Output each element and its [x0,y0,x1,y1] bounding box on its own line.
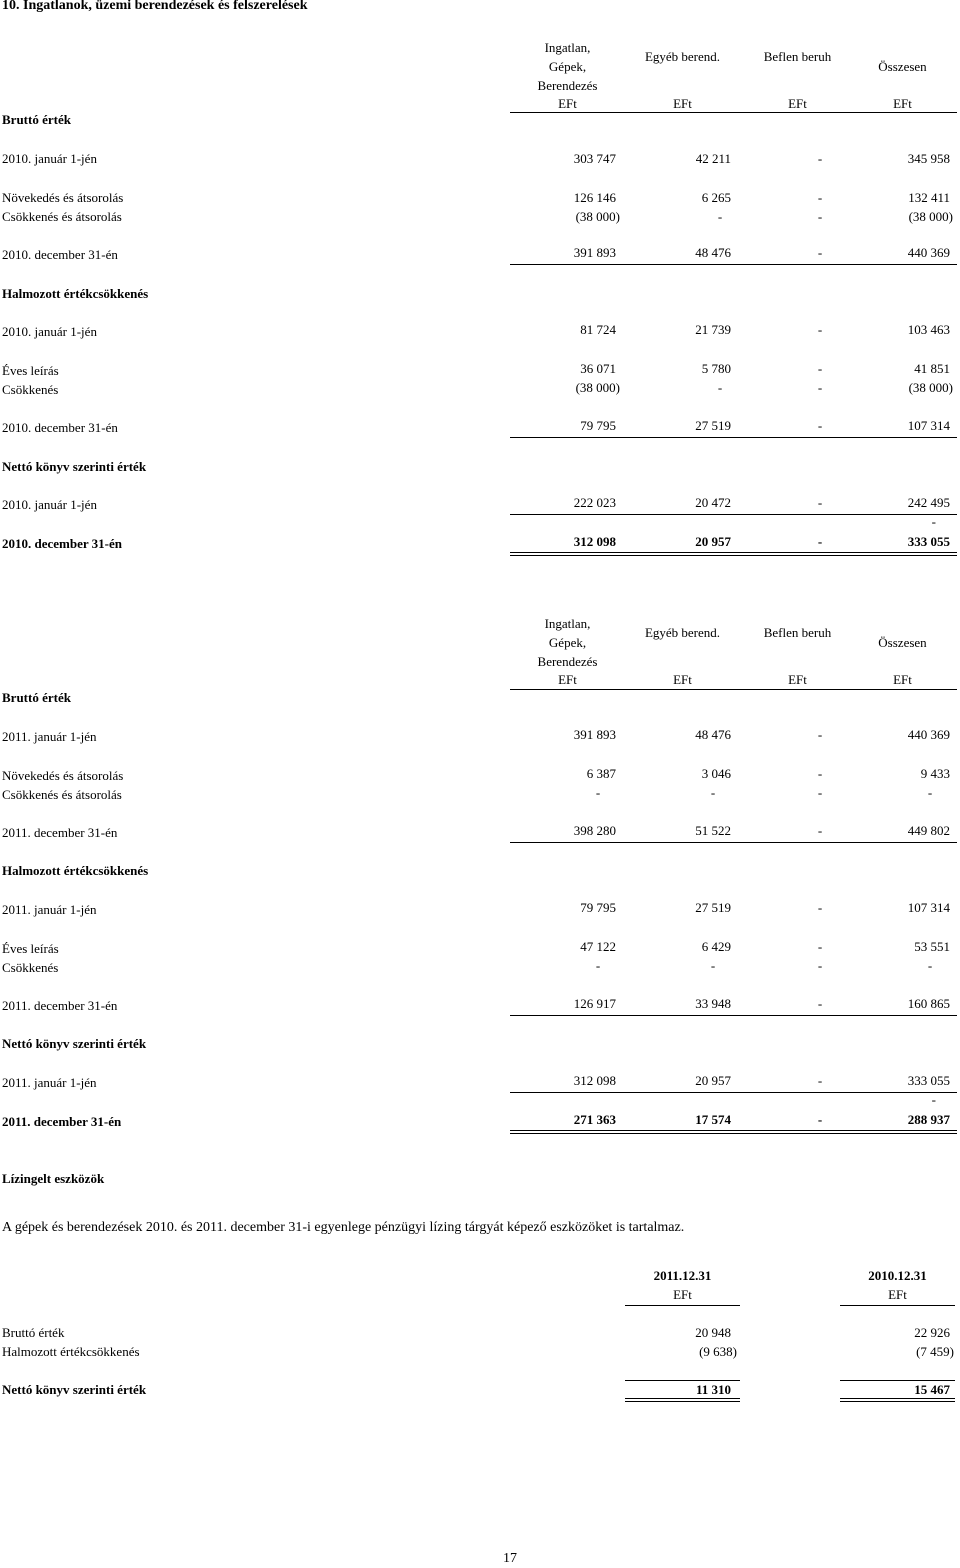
cell: 132 411 [908,190,950,205]
page-number: 17 [503,1551,517,1566]
cell: 391 893 [573,727,616,742]
cell: 6 387 [586,766,616,781]
header-underline [840,1305,955,1306]
cell: 345 958 [907,151,950,166]
cell: - [817,495,823,510]
double-underline [625,1401,740,1402]
row-label: 2011. január 1-jén [2,1075,97,1090]
cell: 440 369 [907,245,950,260]
cell: 333 055 [907,534,950,549]
cell: 303 747 [573,151,616,166]
cell: 271 363 [573,1112,616,1127]
row-label: 2011. december 31-én [2,825,118,840]
double-underline [510,552,957,553]
row-label: Éves leírás [2,941,59,956]
row-label: 2010. december 31-én [2,420,118,435]
unit-label: EFt [558,672,577,687]
row-label: Csökkenés [2,960,59,975]
unit-label: EFt [673,1287,692,1302]
lizing-col-header: 2010.12.31 [868,1268,927,1283]
unit-label: EFt [558,96,577,111]
cell: 21 739 [695,322,731,337]
cell: 48 476 [695,727,731,742]
col-header-beflen: Beflen beruh [763,625,832,640]
total-underline [510,514,957,515]
cell: 312 098 [573,534,616,549]
cell: 48 476 [695,245,731,260]
cell: - [710,785,716,800]
section-label: Nettó könyv szerinti érték [2,1036,147,1051]
cell: 6 429 [701,939,731,954]
header-underline [625,1305,740,1306]
total-underline [510,437,957,438]
cell: 126 146 [573,190,616,205]
cell: 103 463 [907,322,950,337]
cell: - [817,534,823,549]
cell: - [817,1112,823,1127]
section-title: 10. Ingatlanok, üzemi berendezések és felszerelések [2,0,308,13]
section-label: Nettó könyv szerinti érték [2,459,147,474]
cell: - [817,939,823,954]
cell: 6 265 [701,190,731,205]
header-underline [510,689,957,690]
col-header-osszesen: Összesen [878,635,927,650]
total-underline [625,1380,740,1381]
cell: 20 957 [695,534,731,549]
double-underline [510,555,957,556]
unit-label: EFt [893,672,912,687]
cell: - [817,151,823,166]
cell: 79 795 [580,900,616,915]
col-header-line: Gépek, [548,635,587,650]
total-underline [510,1015,957,1016]
row-label: Növekedés és átsorolás [2,768,124,783]
col-header-osszesen: Összesen [878,59,927,74]
unit-label: EFt [788,96,807,111]
cell: (38 000) [908,209,953,224]
total-underline [510,842,957,843]
cell: 81 724 [580,322,616,337]
cell: - [817,245,823,260]
unit-label: EFt [673,672,692,687]
col-header-egyeb: Egyéb berend. [644,49,721,64]
cell: 288 937 [907,1112,950,1127]
row-label: 2010. január 1-jén [2,497,97,512]
cell: 53 551 [914,939,950,954]
cell: - [817,209,823,224]
unit-label: EFt [673,96,692,111]
cell: 107 314 [907,418,950,433]
row-label: Bruttó érték [2,1325,65,1340]
col-header-line: Ingatlan, [544,40,591,55]
cell: 47 122 [580,939,616,954]
cell: 126 917 [573,996,616,1011]
cell: - [817,361,823,376]
cell: 5 780 [701,361,731,376]
header-underline [510,112,957,113]
row-label: Éves leírás [2,363,59,378]
cell: 391 893 [573,245,616,260]
row-label: Csökkenés [2,382,59,397]
row-label: 2010. január 1-jén [2,324,97,339]
cell: 79 795 [580,418,616,433]
col-header-beflen: Beflen beruh [763,49,832,64]
lizing-title: Lízingelt eszközök [2,1171,105,1186]
section-label: Bruttó érték [2,112,71,127]
cell: - [817,1073,823,1088]
cell: 27 519 [695,418,731,433]
cell: - [817,190,823,205]
cell: 20 948 [695,1325,731,1340]
cell: - [817,996,823,1011]
lizing-text: A gépek és berendezések 2010. és 2011. december 31-i egyenlege pénzügyi lízing tárgyát képező eszközöket is tartalmaz. [2,1220,685,1235]
cell: 222 023 [573,495,616,510]
cell: 22 926 [914,1325,950,1340]
cell: - [927,785,933,800]
cell: - [817,785,823,800]
row-label: 2011. december 31-én [2,1114,122,1129]
cell-extra-dash: - [931,1092,936,1107]
cell: 312 098 [573,1073,616,1088]
cell: - [595,958,601,973]
cell: - [817,958,823,973]
total-underline [510,1092,957,1093]
cell: 15 467 [914,1382,950,1397]
cell: 107 314 [907,900,950,915]
cell: 242 495 [907,495,950,510]
total-underline [840,1380,955,1381]
cell: - [710,958,716,973]
col-header-ingatlan [510,38,625,95]
col-header-ingatlan [510,614,625,671]
cell: 27 519 [695,900,731,915]
cell: - [817,766,823,781]
section-label: Halmozott értékcsökkenés [2,863,149,878]
cell: (38 000) [908,380,953,395]
col-header-line: Gépek, [548,59,587,74]
cell: 3 046 [701,766,731,781]
cell: - [595,785,601,800]
cell: (7 459) [916,1344,954,1359]
cell: - [817,900,823,915]
unit-label: EFt [893,96,912,111]
cell: 20 472 [695,495,731,510]
unit-label: EFt [788,672,807,687]
row-label: Növekedés és átsorolás [2,190,124,205]
row-label: 2011. január 1-jén [2,729,97,744]
double-underline [510,1130,957,1131]
cell: - [817,418,823,433]
double-underline [510,1133,957,1134]
col-header-egyeb: Egyéb berend. [644,625,721,640]
section-label: Halmozott értékcsökkenés [2,286,149,301]
cell: 33 948 [695,996,731,1011]
cell-extra-dash: - [931,514,936,529]
row-label: Nettó könyv szerinti érték [2,1382,147,1397]
cell: (9 638) [699,1344,737,1359]
row-label: 2011. január 1-jén [2,902,97,917]
section-label: Bruttó érték [2,690,71,705]
cell: 333 055 [907,1073,950,1088]
cell: 9 433 [920,766,950,781]
row-label: Halmozott értékcsökkenés [2,1344,140,1359]
cell: 160 865 [907,996,950,1011]
total-underline [510,264,957,265]
unit-label: EFt [888,1287,907,1302]
cell: - [927,958,933,973]
row-label: 2010. január 1-jén [2,151,97,166]
row-label: Csökkenés és átsorolás [2,787,122,802]
col-header-line: Berendezés [537,78,598,93]
cell: (38 000) [575,380,620,395]
col-header-line: Berendezés [537,654,598,669]
cell: 41 851 [914,361,950,376]
row-label: Csökkenés és átsorolás [2,209,122,224]
cell: 11 310 [695,1382,731,1397]
double-underline [840,1401,955,1402]
cell: 42 211 [695,151,731,166]
row-label: 2010. december 31-én [2,247,118,262]
cell: - [717,380,723,395]
cell: 440 369 [907,727,950,742]
double-underline [840,1398,955,1399]
cell: 36 071 [580,361,616,376]
cell: (38 000) [575,209,620,224]
cell: - [817,727,823,742]
cell: - [817,380,823,395]
lizing-col-header: 2011.12.31 [653,1268,712,1283]
double-underline [625,1398,740,1399]
cell: - [817,823,823,838]
cell: 449 802 [907,823,950,838]
cell: 20 957 [695,1073,731,1088]
cell: 398 280 [573,823,616,838]
cell: 51 522 [695,823,731,838]
cell: 17 574 [695,1112,731,1127]
row-label: 2011. december 31-én [2,998,118,1013]
col-header-line: Ingatlan, [544,616,591,631]
row-label: 2010. december 31-én [2,536,122,551]
cell: - [717,209,723,224]
cell: - [817,322,823,337]
